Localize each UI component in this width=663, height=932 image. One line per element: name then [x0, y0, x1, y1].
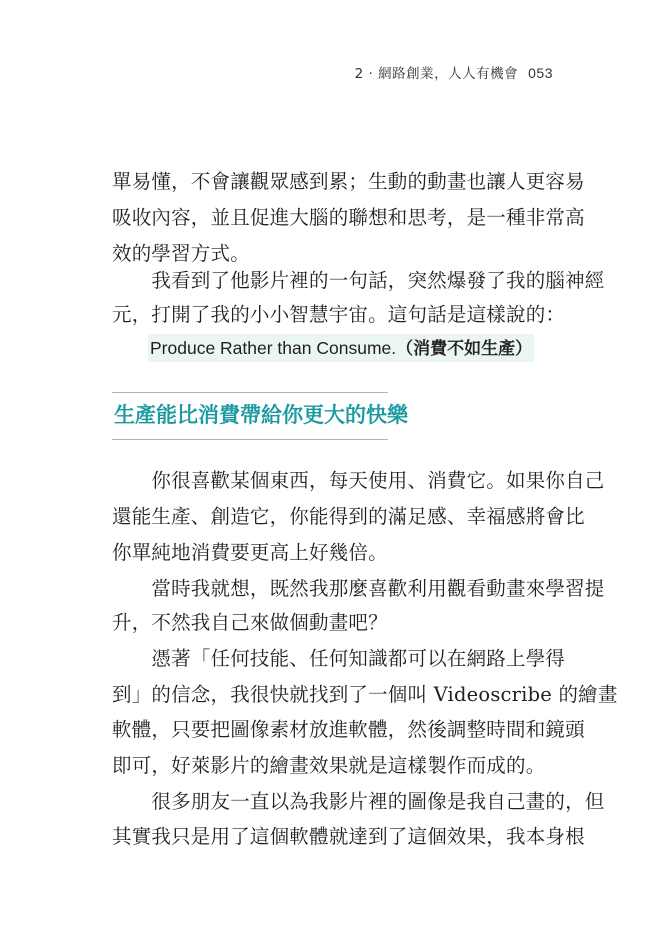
body-line: 元，打開了我的小小智慧宇宙。這句話是這樣說的：	[112, 303, 566, 326]
page-number: 053	[528, 65, 553, 81]
body-line: 還能生產、創造它，你能得到的滿足感、幸福感將會比	[112, 505, 585, 528]
body-line: 憑著「任何技能、任何知識都可以在網路上學得	[112, 647, 566, 670]
body-line: 到」的信念，我很快就找到了一個叫 Videoscribe 的繪畫	[112, 683, 618, 706]
body-line: 單易懂，不會讓觀眾感到累；生動的動畫也讓人更容易	[112, 170, 585, 193]
running-head	[355, 62, 553, 82]
body-line: 吸收內容，並且促進大腦的聯想和思考，是一種非常高	[112, 206, 585, 229]
quote-english: Produce Rather than Consume.	[150, 338, 397, 358]
quote-chinese: （消費不如生產）	[396, 339, 533, 359]
running-head-title: 2 · 網路創業，人人有機會	[354, 66, 519, 82]
body-line: 你很喜歡某個東西，每天使用、消費它。如果你自己	[112, 469, 605, 492]
body-line: 即可，好萊影片的繪畫效果就是這樣製作而成的。	[112, 754, 546, 777]
body-line: 我看到了他影片裡的一句話，突然爆發了我的腦神經	[112, 269, 605, 292]
section-heading: 生產能比消費帶給你更大的快樂	[114, 403, 408, 427]
quote-highlight	[148, 334, 534, 362]
body-line: 其實我只是用了這個軟體就達到了這個效果，我本身根	[112, 825, 585, 848]
body-line: 升，不然我自己來做個動畫吧？	[112, 611, 388, 634]
body-line: 軟體，只要把圖像素材放進軟體，然後調整時間和鏡頭	[112, 718, 585, 741]
heading-rule-top	[112, 392, 388, 393]
body-line: 很多朋友一直以為我影片裡的圖像是我自己畫的，但	[112, 790, 605, 813]
body-line: 你單純地消費要更高上好幾倍。	[112, 541, 388, 564]
heading-rule-bottom	[112, 439, 388, 440]
body-line: 效的學習方式。	[112, 242, 250, 265]
body-line: 當時我就想，既然我那麼喜歡利用觀看動畫來學習提	[112, 577, 605, 600]
